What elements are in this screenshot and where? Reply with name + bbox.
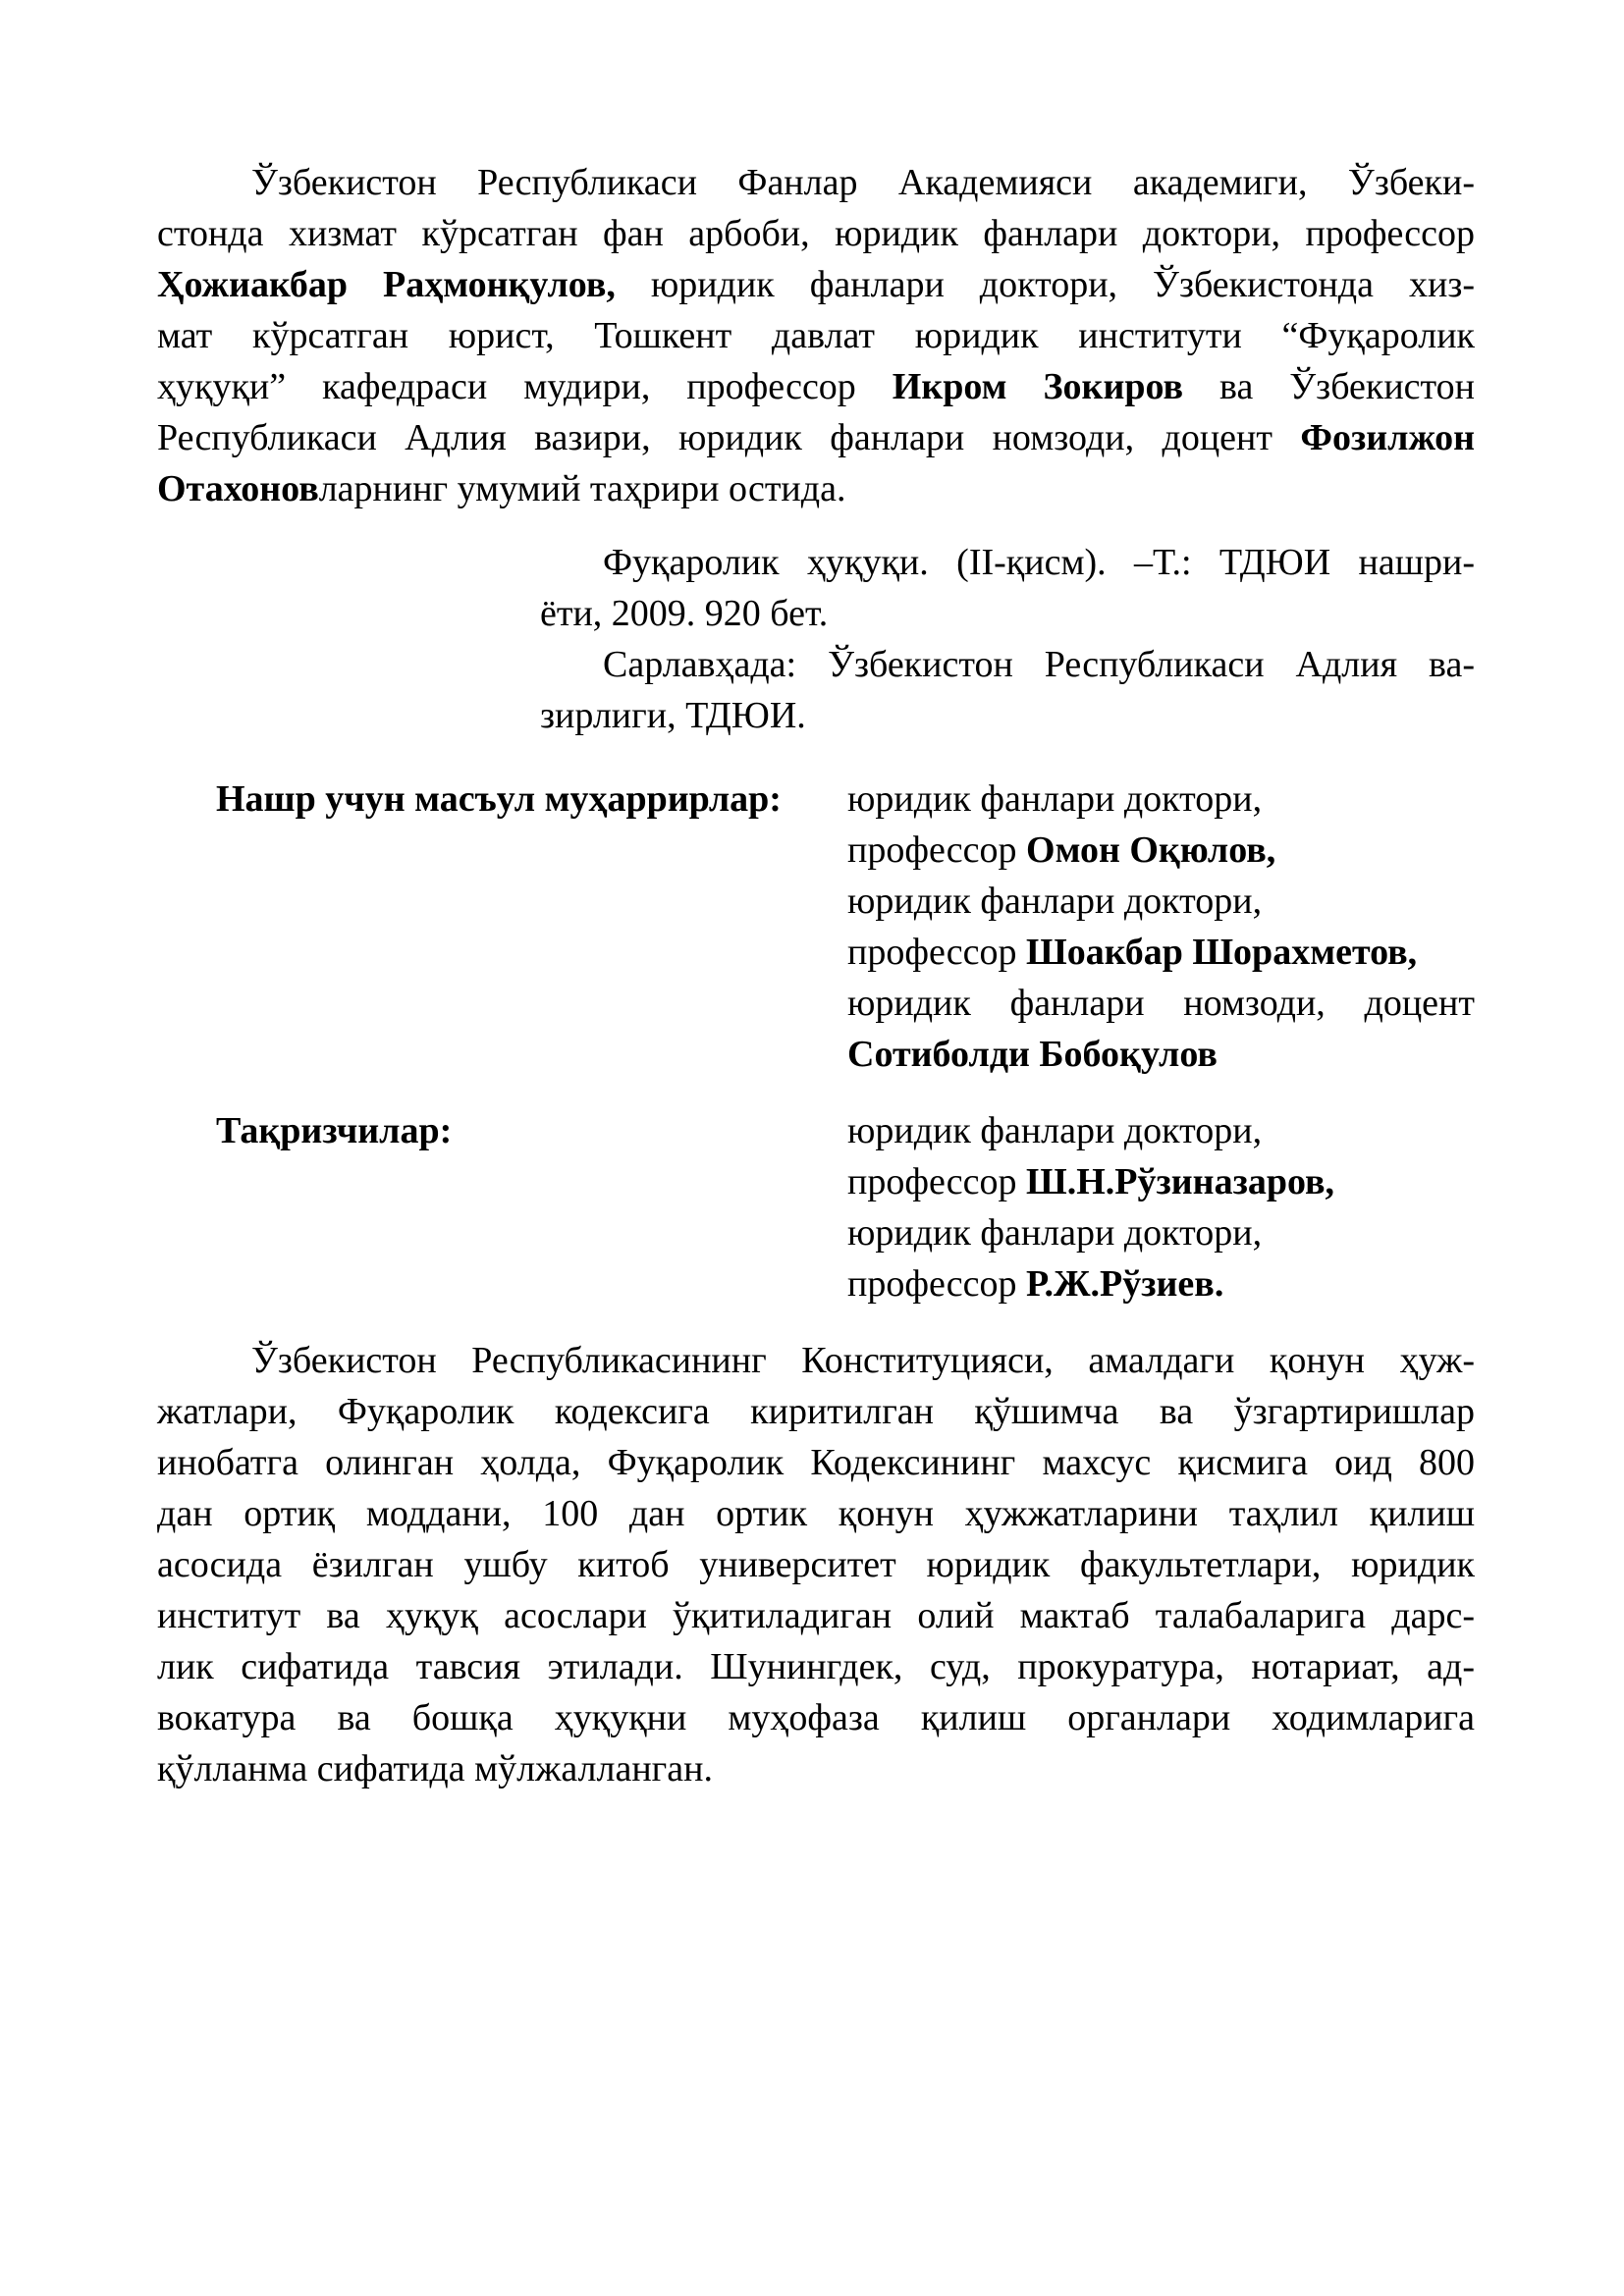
citation-line: ёти, 2009. 920 бет. <box>540 593 829 634</box>
reviewers-section <box>157 1105 1475 1321</box>
editors-label: Нашр учун масъул муҳаррирлар: <box>216 778 782 820</box>
reviewer-line: юридик фанлари доктори, <box>847 1212 1263 1254</box>
intro-line: Республикаси Адлия вазири, юридик фанлари номзоди, доцент Фозилжон <box>157 417 1475 458</box>
intro-paragraph <box>157 157 1475 514</box>
editors-list <box>847 774 1475 1080</box>
annotation-line: инобатга олинган ҳолда, Фуқаролик Кодексининг махсус қисмига оид 800 <box>157 1442 1475 1483</box>
editor-name: Омон Оқюлов, <box>1026 829 1276 871</box>
editor-line: профессор Шоакбар Шорахметов, <box>847 932 1418 973</box>
editor-line: юридик фанлари доктори, <box>847 881 1263 922</box>
intro-line: Ҳожиакбар Раҳмонқулов, юридик фанлари доктори, Ўзбекистонда хиз- <box>157 264 1475 305</box>
annotation-line: асосида ёзилган ушбу китоб университет юридик факультетлари, юридик <box>157 1544 1475 1585</box>
reviewers-list <box>847 1105 1475 1309</box>
annotation-line: лик сифатида тавсия этилади. Шунингдек, суд, прокуратура, нотариат, ад- <box>157 1646 1475 1687</box>
annotation-line: дан ортиқ моддани, 100 дан ортик қонун ҳужжатларини таҳлил қилиш <box>157 1493 1475 1534</box>
author-name: Отахонов <box>157 468 319 509</box>
annotation-line: қўлланма сифатида мўлжалланган. <box>157 1748 713 1789</box>
author-name: Фозилжон <box>1300 417 1475 458</box>
annotation-line: жатлари, Фуқаролик кодексига киритилган қўшимча ва ўзгартиришлар <box>157 1391 1475 1432</box>
citation-line: зирлиги, ТДЮИ. <box>540 695 806 736</box>
reviewer-line: профессор Р.Ж.Рўзиев. <box>847 1263 1224 1305</box>
editor-name: Сотиболди Бобоқулов <box>847 1034 1218 1075</box>
citation-line: Сарлавҳада: Ўзбекистон Республикаси Адлия ва- <box>603 644 1475 685</box>
annotation-line: Ўзбекистон Республикасининг Конституцияси, амалдаги қонун ҳуж- <box>251 1340 1475 1381</box>
editor-line <box>847 1029 1475 1080</box>
editor-line: профессор Омон Оқюлов, <box>847 829 1276 871</box>
citation-block <box>540 537 1475 741</box>
annotation-line: институт ва ҳуқуқ асослари ўқитиладиган олий мактаб талабаларига дарс- <box>157 1595 1475 1636</box>
author-name: Ҳожиакбар Раҳмонқулов, <box>157 264 616 305</box>
intro-line: Ўзбекистон Республикаси Фанлар Академияси академиги, Ўзбеки- <box>251 162 1475 203</box>
editor-name: Шоакбар Шорахметов, <box>1026 932 1418 973</box>
intro-line: мат кўрсатган юрист, Тошкент давлат юридик институти “Фуқаролик <box>157 315 1475 356</box>
reviewer-name: Ш.Н.Рўзиназаров, <box>1026 1161 1335 1202</box>
editor-line: юридик фанлари доктори, <box>847 778 1263 820</box>
reviewer-line: юридик фанлари доктори, <box>847 1110 1263 1151</box>
citation-line: Фуқаролик ҳуқуқи. (II-қисм). –Т.: ТДЮИ нашри- <box>603 542 1475 583</box>
intro-line: ҳуқуқи” кафедраси мудири, профессор Икром Зокиров ва Ўзбекистон <box>157 366 1475 407</box>
intro-line: стонда хизмат кўрсатган фан арбоби, юридик фанлари доктори, профессор <box>157 213 1475 254</box>
annotation-line: вокатура ва бошқа ҳуқуқни муҳофаза қилиш органлари ходимларига <box>157 1697 1475 1738</box>
annotation-paragraph <box>157 1335 1475 1794</box>
reviewer-line: профессор Ш.Н.Рўзиназаров, <box>847 1161 1335 1202</box>
editor-line: юридик фанлари номзоди, доцент <box>847 983 1475 1024</box>
reviewers-label: Тақризчилар: <box>216 1110 453 1151</box>
author-name: Икром Зокиров <box>892 366 1184 407</box>
intro-line: Отахоновларнинг умумий таҳрири остида. <box>157 468 846 509</box>
reviewer-name: Р.Ж.Рўзиев. <box>1026 1263 1224 1305</box>
editors-section <box>157 774 1475 1088</box>
